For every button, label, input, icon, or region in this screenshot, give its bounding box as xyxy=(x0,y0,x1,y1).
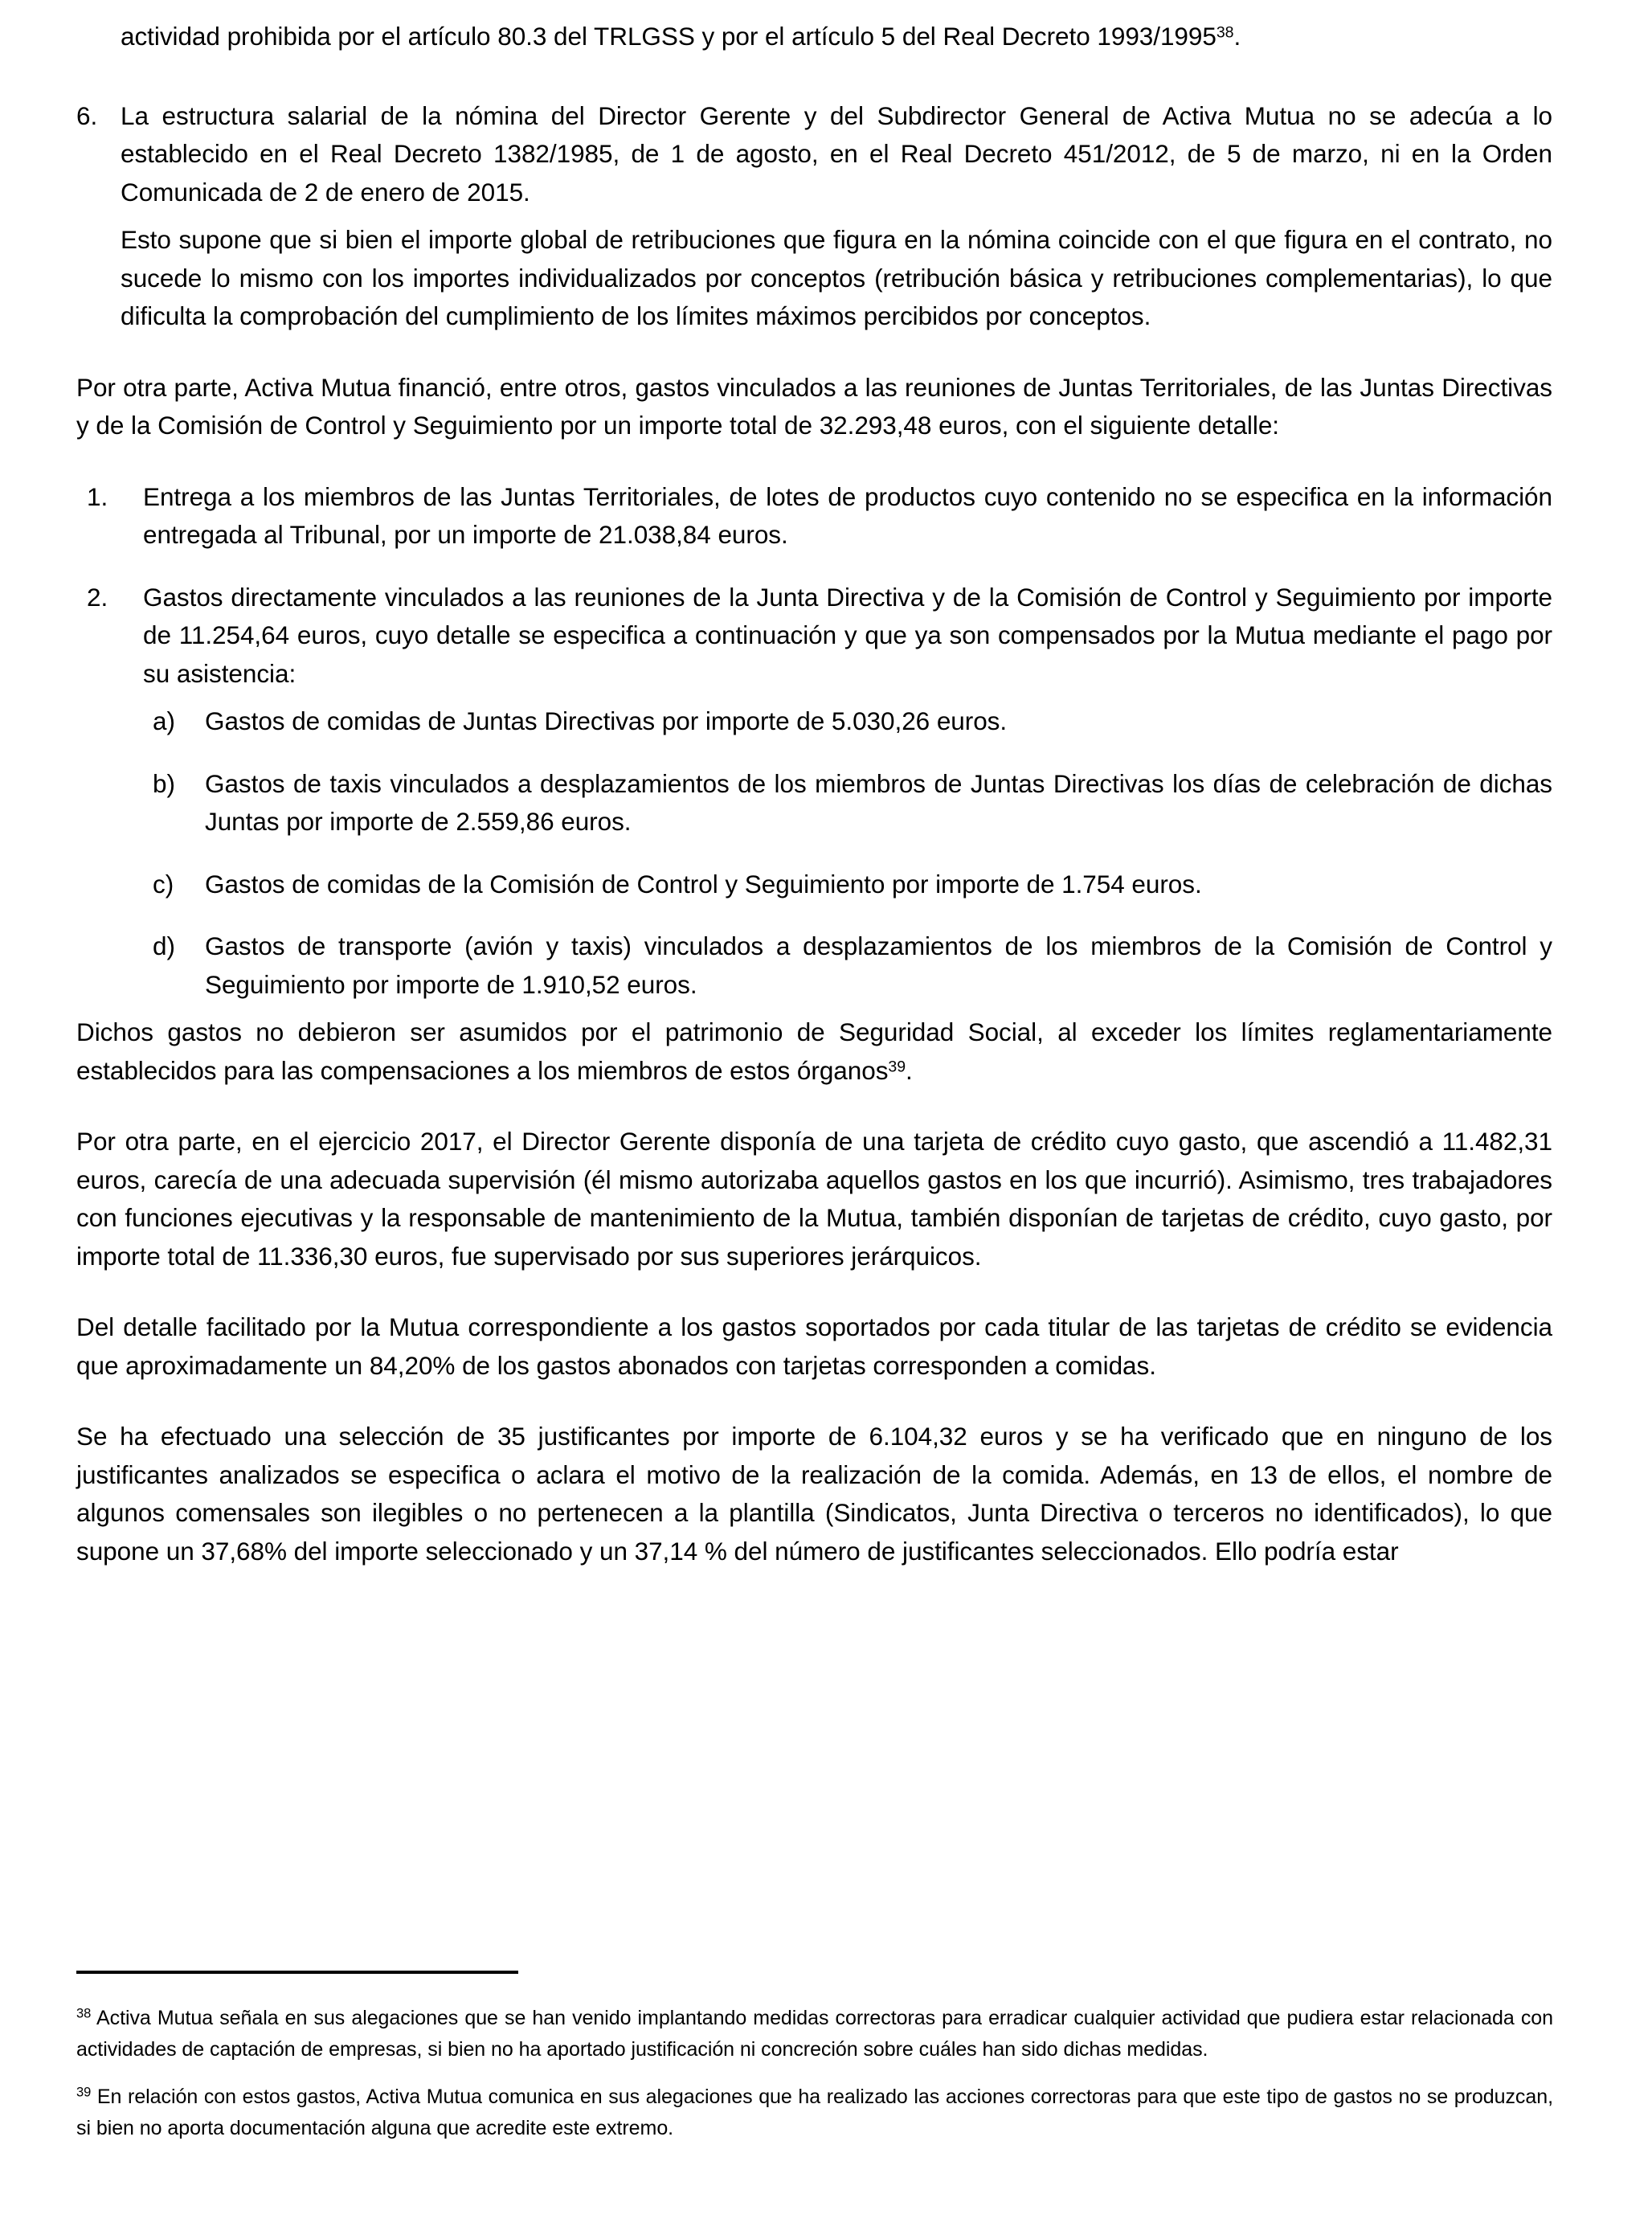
spacer xyxy=(76,1004,1552,1013)
list-item-text: Gastos directamente vinculados a las reuniones de la Junta Directiva y de la Comisión de Control y Seguimiento por importe de 11.254,64 euros, cuyo detalle se especifica a continuación y que ya son compensados por la Mutua mediante el pago por su asistencia: xyxy=(143,582,1552,688)
footnote-39-text: En relación con estos gastos, Activa Mutua comunica en sus alegaciones que ha realizado las acciones correctoras para que este tipo de gastos no se produzcan, si bien no aporta documentación alguna que acredite este extremo. xyxy=(76,2086,1553,2139)
item-6-sub-paragraph: Esto supone que si bien el importe global de retribuciones que figura en la nómina coincide con el que figura en el contrato, no sucede lo mismo con los importes individualizados por conceptos (retribución básica y retribuciones complementarias), lo que dificulta la comprobación del cumplimiento de los límites máximos percibidos por conceptos. xyxy=(121,225,1552,330)
footnote-39 xyxy=(76,2082,1553,2144)
numbered-list xyxy=(87,478,1552,694)
footnote-38-number: 38 xyxy=(76,2006,92,2021)
list-item-text: Entrega a los miembros de las Juntas Territoriales, de lotes de productos cuyo contenido no se especifica en la información entregada al Tribunal, por un importe de 21.038,84 euros. xyxy=(143,481,1552,549)
list-item-marker: c) xyxy=(153,869,174,899)
list-item-marker: 1. xyxy=(87,481,108,511)
list-item xyxy=(153,702,1552,741)
footnote-38 xyxy=(76,2003,1553,2065)
paragraph-seleccion: Se ha efectuado una selección de 35 justificantes por importe de 6.104,32 euros y se ha verificado que en ninguno de los justificantes analizados se especifica o aclara el motivo de la realización de la comida. Además, en 13 de ellos, el nombre de algunos comensales son ilegibles o no pertenecen a la plantilla (Sindicatos, Junta Directiva o terceros no identificados), lo que supone un 37,68% del importe seleccionado y un 37,14 % del número de justificantes seleccionados. Ello podría estar xyxy=(76,1422,1552,1566)
paragraph-dichos-gastos xyxy=(76,1013,1552,1090)
list-item-6 xyxy=(76,97,1552,212)
footnote-38-text: Activa Mutua señala en sus alegaciones que se han venido implantando medidas correctoras para erradicar cualquier actividad que pudiera estar relacionada con actividades de captación de empresas, si bien no ha aportado justificación ni concreción sobre cuáles han sido dichas medidas. xyxy=(76,2007,1553,2061)
spacer xyxy=(76,1113,1552,1123)
paragraph-por-otra-parte: Por otra parte, Activa Mutua financió, entre otros, gastos vinculados a las reuniones de Juntas Territoriales, de las Juntas Directivas y de la Comisión de Control y Seguimiento por un importe total de 32.293,48 euros, con el siguiente detalle: xyxy=(76,372,1552,440)
list-item xyxy=(153,927,1552,1004)
list-item-6-marker: 6. xyxy=(76,100,98,130)
spacer xyxy=(76,469,1552,478)
list-item-marker: a) xyxy=(153,706,176,735)
footnote-reference-39[interactable]: 39 xyxy=(888,1058,906,1076)
footnote-reference-38[interactable]: 38 xyxy=(1216,23,1234,42)
footnote-area xyxy=(76,1971,1553,2144)
footnote-39-number: 39 xyxy=(76,2085,92,2100)
list-item-text: Gastos de transporte (avión y taxis) vinculados a desplazamientos de los miembros de la Comisión de Control y Seguimiento por importe de 1.910,52 euros. xyxy=(205,931,1552,999)
spacer xyxy=(76,359,1552,369)
paragraph-dichos-gastos-text: Dichos gastos no debieron ser asumidos por el patrimonio de Seguridad Social, al exceder los límites reglamentariamente establecidos para las compensaciones a los miembros de estos órganos xyxy=(76,1017,1552,1085)
spacer xyxy=(76,1299,1552,1308)
continuation-paragraph-text: actividad prohibida por el artículo 80.3 del TRLGSS y por el artículo 5 del Real Decreto 1993/1995 xyxy=(121,22,1217,51)
list-item xyxy=(87,478,1552,555)
paragraph-detalle-facilitado: Del detalle facilitado por la Mutua correspondiente a los gastos soportados por cada titular de las tarjetas de crédito se evidencia que aproximadamente un 84,20% de los gastos abonados con tarjetas corresponden a comidas. xyxy=(76,1312,1552,1380)
spacer xyxy=(76,1408,1552,1418)
continuation-paragraph-trailing: . xyxy=(1233,22,1241,51)
spacer xyxy=(76,693,1552,702)
list-item-marker: 2. xyxy=(87,582,108,612)
lettered-list xyxy=(153,702,1552,1004)
list-item xyxy=(153,866,1552,904)
paragraph-tarjeta-credito: Por otra parte, en el ejercicio 2017, el Director Gerente disponía de una tarjeta de crédito cuyo gasto, que ascendió a 11.482,31 euros, carecía de una adecuada supervisión (él mismo autorizaba aquellos gastos en los que incurrió). Asimismo, tres trabajadores con funciones ejecutivas y la responsable de mantenimiento de la Mutua, también disponían de tarjetas de crédito, cuyo gasto, por importe total de 11.336,30 euros, fue supervisado por sus superiores jerárquicos. xyxy=(76,1127,1552,1271)
list-item-text: Gastos de comidas de Juntas Directivas por importe de 5.030,26 euros. xyxy=(205,706,1008,735)
spacer xyxy=(76,211,1552,221)
list-item-text: Gastos de comidas de la Comisión de Control y Seguimiento por importe de 1.754 euros. xyxy=(205,869,1202,899)
list-item-marker: d) xyxy=(153,931,176,960)
continuation-paragraph xyxy=(121,18,1552,56)
list-item-text: Gastos de taxis vinculados a desplazamientos de los miembros de Juntas Directivas los días de celebración de dichas Juntas por importe de 2.559,86 euros. xyxy=(205,768,1552,836)
list-item xyxy=(153,765,1552,841)
list-item-6-text: La estructura salarial de la nómina del Director Gerente y del Subdirector General de Activa Mutua no se adecúa a lo establecido en el Real Decreto 1382/1985, de 1 de agosto, en el Real Decreto 451/2012, de 5 de marzo, ni en la Orden Comunicada de 2 de enero de 2015. xyxy=(121,100,1552,207)
list-item-marker: b) xyxy=(153,768,176,798)
list-item xyxy=(87,579,1552,694)
paragraph-dichos-gastos-trailing: . xyxy=(906,1055,913,1085)
list-level-1 xyxy=(76,97,1552,212)
spacer xyxy=(76,80,1552,97)
footnote-separator xyxy=(76,1971,518,1974)
